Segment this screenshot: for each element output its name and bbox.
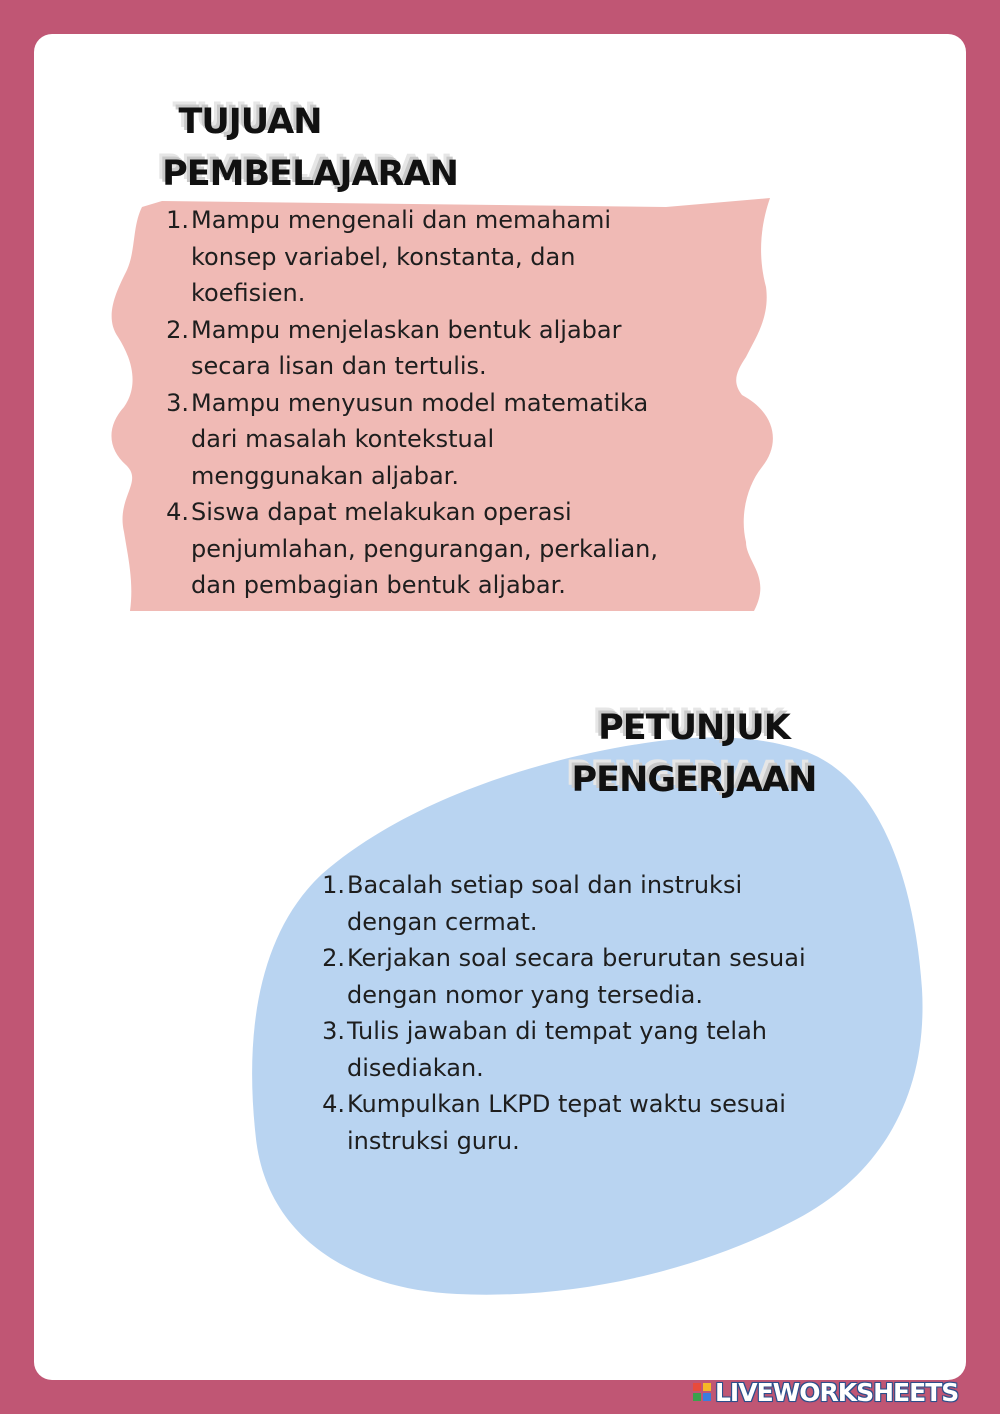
petunjuk-heading-line1: PETUNJUK (598, 708, 790, 748)
tujuan-heading-line2: PEMBELAJARAN (162, 154, 458, 194)
list-line: dengan nomor yang tersedia. (347, 980, 703, 1009)
list-number: 4. (322, 1090, 345, 1118)
list-line: Mampu menjelaskan bentuk aljabar (191, 315, 622, 344)
list-item (165, 385, 725, 495)
list-number: 1. (322, 871, 345, 899)
list-line: dari masalah kontekstual (191, 425, 495, 453)
list-line: dan pembagian bentuk aljabar. (191, 571, 566, 599)
petunjuk-list (321, 867, 921, 1159)
list-line: Mampu menyusun model matematika (191, 388, 649, 417)
list-line: Mampu mengenali dan memahami (191, 206, 612, 234)
list-line: instruksi guru. (347, 1126, 520, 1155)
list-line: dengan cermat. (347, 907, 538, 936)
list-line: menggunakan aljabar. (191, 461, 459, 490)
worksheet-page (34, 34, 966, 1380)
list-line: Siswa dapat melakukan operasi (191, 498, 572, 526)
list-line: Tulis jawaban di tempat yang telah (347, 1017, 767, 1045)
list-line: secara lisan dan tertulis. (191, 352, 487, 380)
list-number: 1. (166, 206, 189, 234)
list-number: 2. (166, 315, 189, 344)
tujuan-list (165, 202, 725, 604)
list-number: 3. (166, 388, 189, 417)
liveworksheets-logo-icon (693, 1383, 711, 1401)
list-item (321, 1086, 921, 1159)
liveworksheets-brand[interactable] (693, 1374, 958, 1410)
brand-name: LIVEWORKSHEETS (715, 1377, 959, 1407)
petunjuk-pengerjaan-heading (534, 702, 854, 806)
list-line: disediakan. (347, 1053, 484, 1082)
list-line: Kerjakan soal secara berurutan sesuai (347, 944, 806, 972)
list-number: 4. (166, 498, 189, 526)
list-line: konsep variabel, konstanta, dan (191, 242, 576, 271)
tujuan-heading-line1: TUJUAN (178, 102, 322, 142)
list-item (165, 494, 725, 604)
list-line: Bacalah setiap soal dan instruksi (347, 871, 743, 899)
list-line: penjumlahan, pengurangan, perkalian, (191, 534, 659, 563)
list-number: 3. (322, 1017, 345, 1045)
petunjuk-heading-line2: PENGERJAAN (571, 760, 817, 800)
list-line: koefisien. (191, 279, 306, 307)
list-line: Kumpulkan LKPD tepat waktu sesuai (347, 1090, 786, 1118)
tujuan-pembelajaran-heading (130, 96, 490, 200)
list-item (321, 940, 921, 1013)
list-item (321, 867, 921, 940)
list-item (321, 1013, 921, 1086)
list-number: 2. (322, 944, 345, 972)
list-item (165, 202, 725, 312)
list-item (165, 312, 725, 385)
